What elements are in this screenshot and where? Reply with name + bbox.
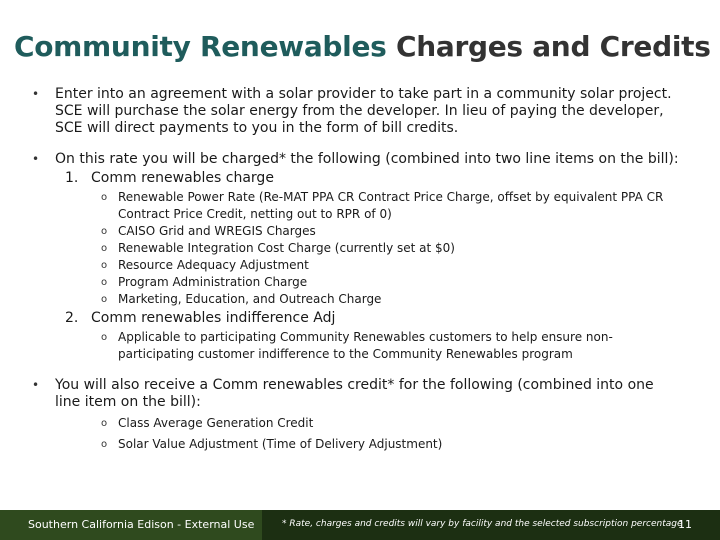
footer-company: Southern California Edison - External Use [28, 518, 255, 531]
bullet-text: You will also receive a Comm renewables credit* for the following (combined into one line item on the bill): [55, 377, 654, 410]
bullet-dot: • [32, 87, 40, 101]
bullet-text: Enter into an agreement with a solar provider to take part in a community solar project. SCE will purchase the solar energy from the developer. In lieu of paying the developer, SCE will direct payments to you in the form of bill credits. [55, 86, 672, 136]
sub-item-text: Marketing, Education, and Outreach Charge [118, 292, 382, 306]
sub-bullet-icon: o [101, 192, 108, 203]
charge-sub-list [0, 189, 720, 308]
title-rest: Charges and Credits [395, 30, 711, 63]
sub-item-text: Applicable to participating Community Renewables customers to help ensure non-participating customer indifference to the Community Renewables program [118, 330, 613, 361]
sub-bullet-icon: o [101, 294, 108, 305]
sub-item-text: Program Administration Charge [118, 275, 308, 289]
credit-sub-list [0, 415, 720, 453]
footer-bar [0, 510, 720, 540]
sub-item-text: Renewable Integration Cost Charge (currently set at $0) [118, 241, 455, 255]
sub-item [0, 436, 664, 453]
bullet-agreement [0, 86, 683, 137]
item-number: 1. [65, 170, 79, 186]
bullet-charges [0, 151, 683, 168]
numbered-item-1 [0, 170, 720, 187]
page-title [14, 30, 711, 63]
sub-bullet-icon: o [101, 260, 108, 271]
item-text: Comm renewables charge [91, 170, 274, 186]
sub-item [0, 240, 664, 257]
sub-item-text: Renewable Power Rate (Re-MAT PPA CR Contract Price Charge, offset by equivalent PPA CR Contract Price Credit, netting out to RPR of 0) [118, 190, 664, 221]
sub-item [0, 291, 664, 308]
indifference-sub-list [0, 329, 720, 363]
slide-content [0, 86, 720, 453]
page-number: 11 [678, 518, 692, 531]
sub-item [0, 257, 664, 274]
numbered-item-2 [0, 310, 720, 327]
sub-item-text: Resource Adequacy Adjustment [118, 258, 309, 272]
sub-item [0, 329, 664, 363]
sub-item-text: Class Average Generation Credit [118, 416, 314, 430]
sub-item-text: Solar Value Adjustment (Time of Delivery Adjustment) [118, 437, 443, 451]
item-number: 2. [65, 310, 79, 326]
bullet-text: On this rate you will be charged* the following (combined into two line items on the bill): [55, 151, 679, 167]
title-highlight: Community Renewables [14, 30, 387, 63]
bullet-dot: • [32, 152, 40, 166]
bullet-credits [0, 377, 683, 411]
sub-bullet-icon: o [101, 226, 108, 237]
sub-bullet-icon: o [101, 243, 108, 254]
sub-item-text: CAISO Grid and WREGIS Charges [118, 224, 316, 238]
sub-bullet-icon: o [101, 418, 108, 429]
sub-bullet-icon: o [101, 439, 108, 450]
item-text: Comm renewables indifference Adj [91, 310, 336, 326]
sub-bullet-icon: o [101, 332, 108, 343]
sub-item [0, 223, 664, 240]
sub-item [0, 274, 664, 291]
sub-item [0, 415, 664, 432]
sub-item [0, 189, 664, 223]
bullet-dot: • [32, 378, 40, 392]
sub-bullet-icon: o [101, 277, 108, 288]
footer-footnote: * Rate, charges and credits will vary by facility and the selected subscription percentage [282, 519, 683, 529]
